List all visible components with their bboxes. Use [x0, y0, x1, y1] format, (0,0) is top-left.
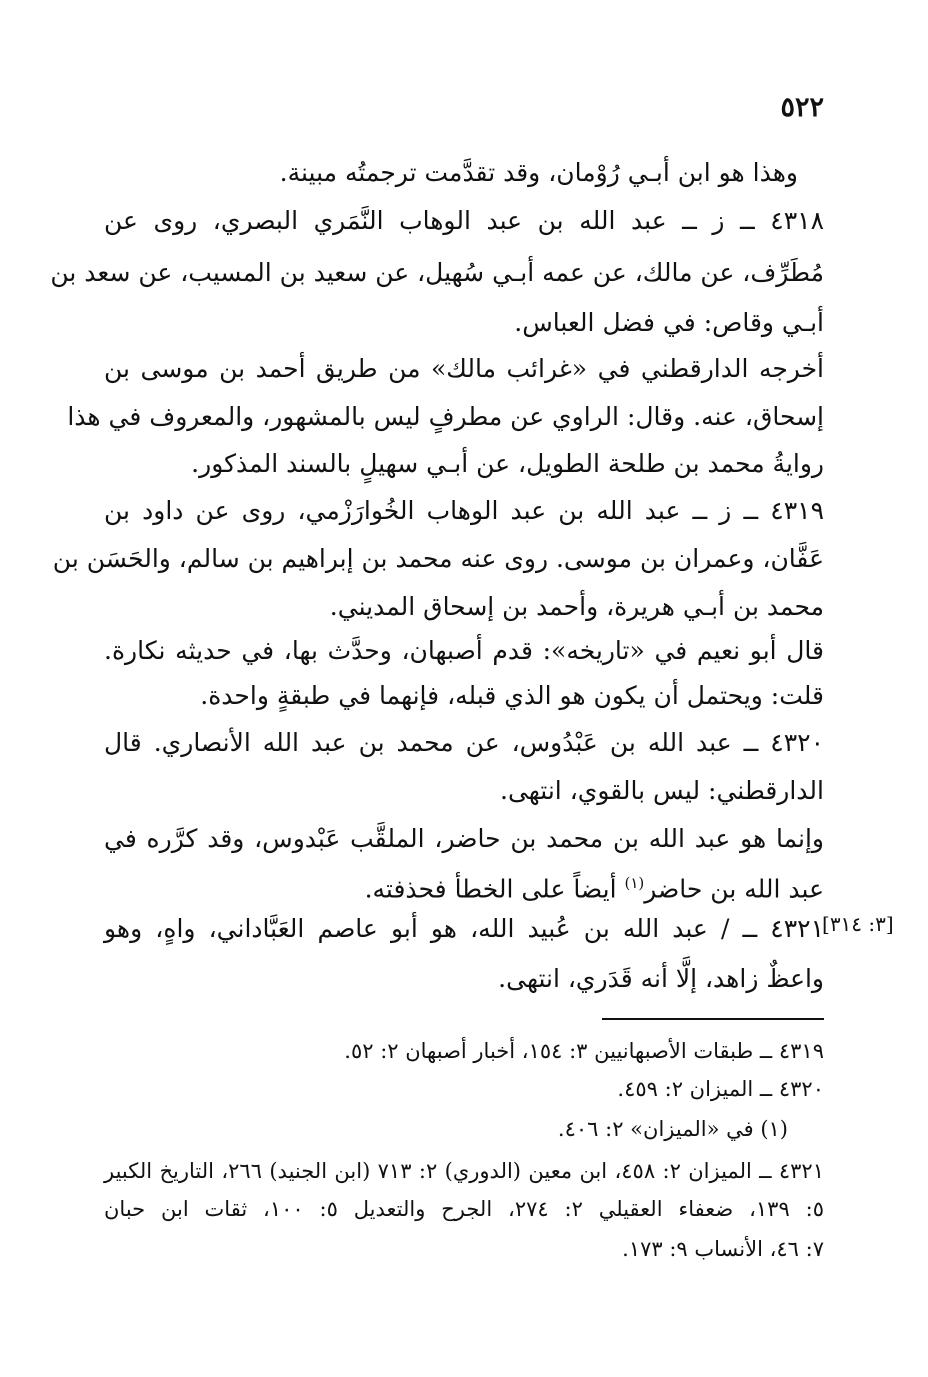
footnote-line: ٥: ١٣٩، ضعفاء العقيلي ٢: ٢٧٤، الجرح والتعديل ٥: ١٠٠، ثقات ابن حبان [104, 1197, 824, 1221]
footnote-divider [602, 1018, 824, 1020]
text-segment: عبد الله بن حاضر [644, 874, 824, 904]
text-line: إسحاق، عنه. وقال: الراوي عن مطرفٍ ليس بالمشهور، والمعروف في هذا [67, 402, 824, 431]
footnote-ref: (١) [624, 874, 645, 892]
entry-4318-line-1: ٤٣١٨ ــ ز ــ عبد الله بن عبد الوهاب النَّمَري البصري، روى عن [104, 206, 824, 235]
text-line: قال أبو نعيم في «تاريخه»: قدم أصبهان، وحدَّث بها، في حديثه نكارة. [104, 636, 824, 665]
footnote-line: ٤٣٢١ ــ الميزان ٢: ٤٥٨، ابن معين (الدوري) ٢: ٧١٣ (ابن الجنيد) ٢٦٦، التاريخ الكبير [104, 1159, 824, 1183]
text-line: الدارقطني: ليس بالقوي، انتهى. [500, 776, 824, 805]
entry-4321-line-1: ٤٣٢١ ــ / عبد الله بن عُبيد الله، هو أبو عاصم العَبَّاداني، واهٍ، وهو [104, 914, 824, 943]
text-line: وإنما هو عبد الله بن محمد بن حاضر، الملقَّب عَبْدوس، وقد كرَّره في [104, 824, 824, 853]
margin-note: [٣: ٣١٤] [822, 912, 894, 936]
text-line: محمد بن أبـي هريرة، وأحمد بن إسحاق المديني. [329, 592, 824, 621]
footnote-line: ٧: ٤٦، الأنساب ٩: ١٧٣. [622, 1237, 824, 1261]
text-line: أبـي وقاص: في فضل العباس. [514, 308, 824, 337]
footnote-line: ٤٣٢٠ ــ الميزان ٢: ٤٥٩. [617, 1077, 824, 1101]
text-line: وهذا هو ابن أبـي رُوْمان، وقد تقدَّمت ترجمتُه مبينة. [279, 158, 798, 187]
text-line: مُطَرِّف، عن مالك، عن عمه أبـي سُهيل، عن سعيد بن المسيب، عن سعد بن [50, 258, 824, 287]
text-line [104, 866, 824, 906]
text-line: عَفَّان، وعمران بن موسى. روى عنه محمد بن إبراهيم بن سالم، والحَسَن بن [52, 544, 824, 573]
text-line: واعظٌ زاهد، إلَّا أنه قَدَري، انتهى. [498, 964, 824, 993]
text-line: روايةُ محمد بن طلحة الطويل، عن أبـي سهيلٍ بالسند المذكور. [191, 449, 824, 478]
footnote-line: ٤٣١٩ ــ طبقات الأصبهانيين ٣: ١٥٤، أخبار أصبهان ٢: ٥٢. [344, 1039, 824, 1063]
text-segment: أيضاً على الخطأ فحذفته. [364, 874, 625, 904]
entry-4319-line-1: ٤٣١٩ ــ ز ــ عبد الله بن عبد الوهاب الخُوارَزْمي، روى عن داود بن [104, 496, 824, 525]
text-line: قلت: ويحتمل أن يكون هو الذي قبله، فإنهما في طبقةٍ واحدة. [200, 681, 824, 710]
footnote-line: (١) في «الميزان» ٢: ٤٠٦. [557, 1117, 788, 1141]
text-line: أخرجه الدارقطني في «غرائب مالك» من طريق أحمد بن موسى بن [104, 354, 824, 383]
entry-4320-line-1: ٤٣٢٠ ــ عبد الله بن عَبْدُوس، عن محمد بن عبد الله الأنصاري. قال [104, 728, 824, 757]
page-number: ٥٢٢ [780, 92, 824, 123]
